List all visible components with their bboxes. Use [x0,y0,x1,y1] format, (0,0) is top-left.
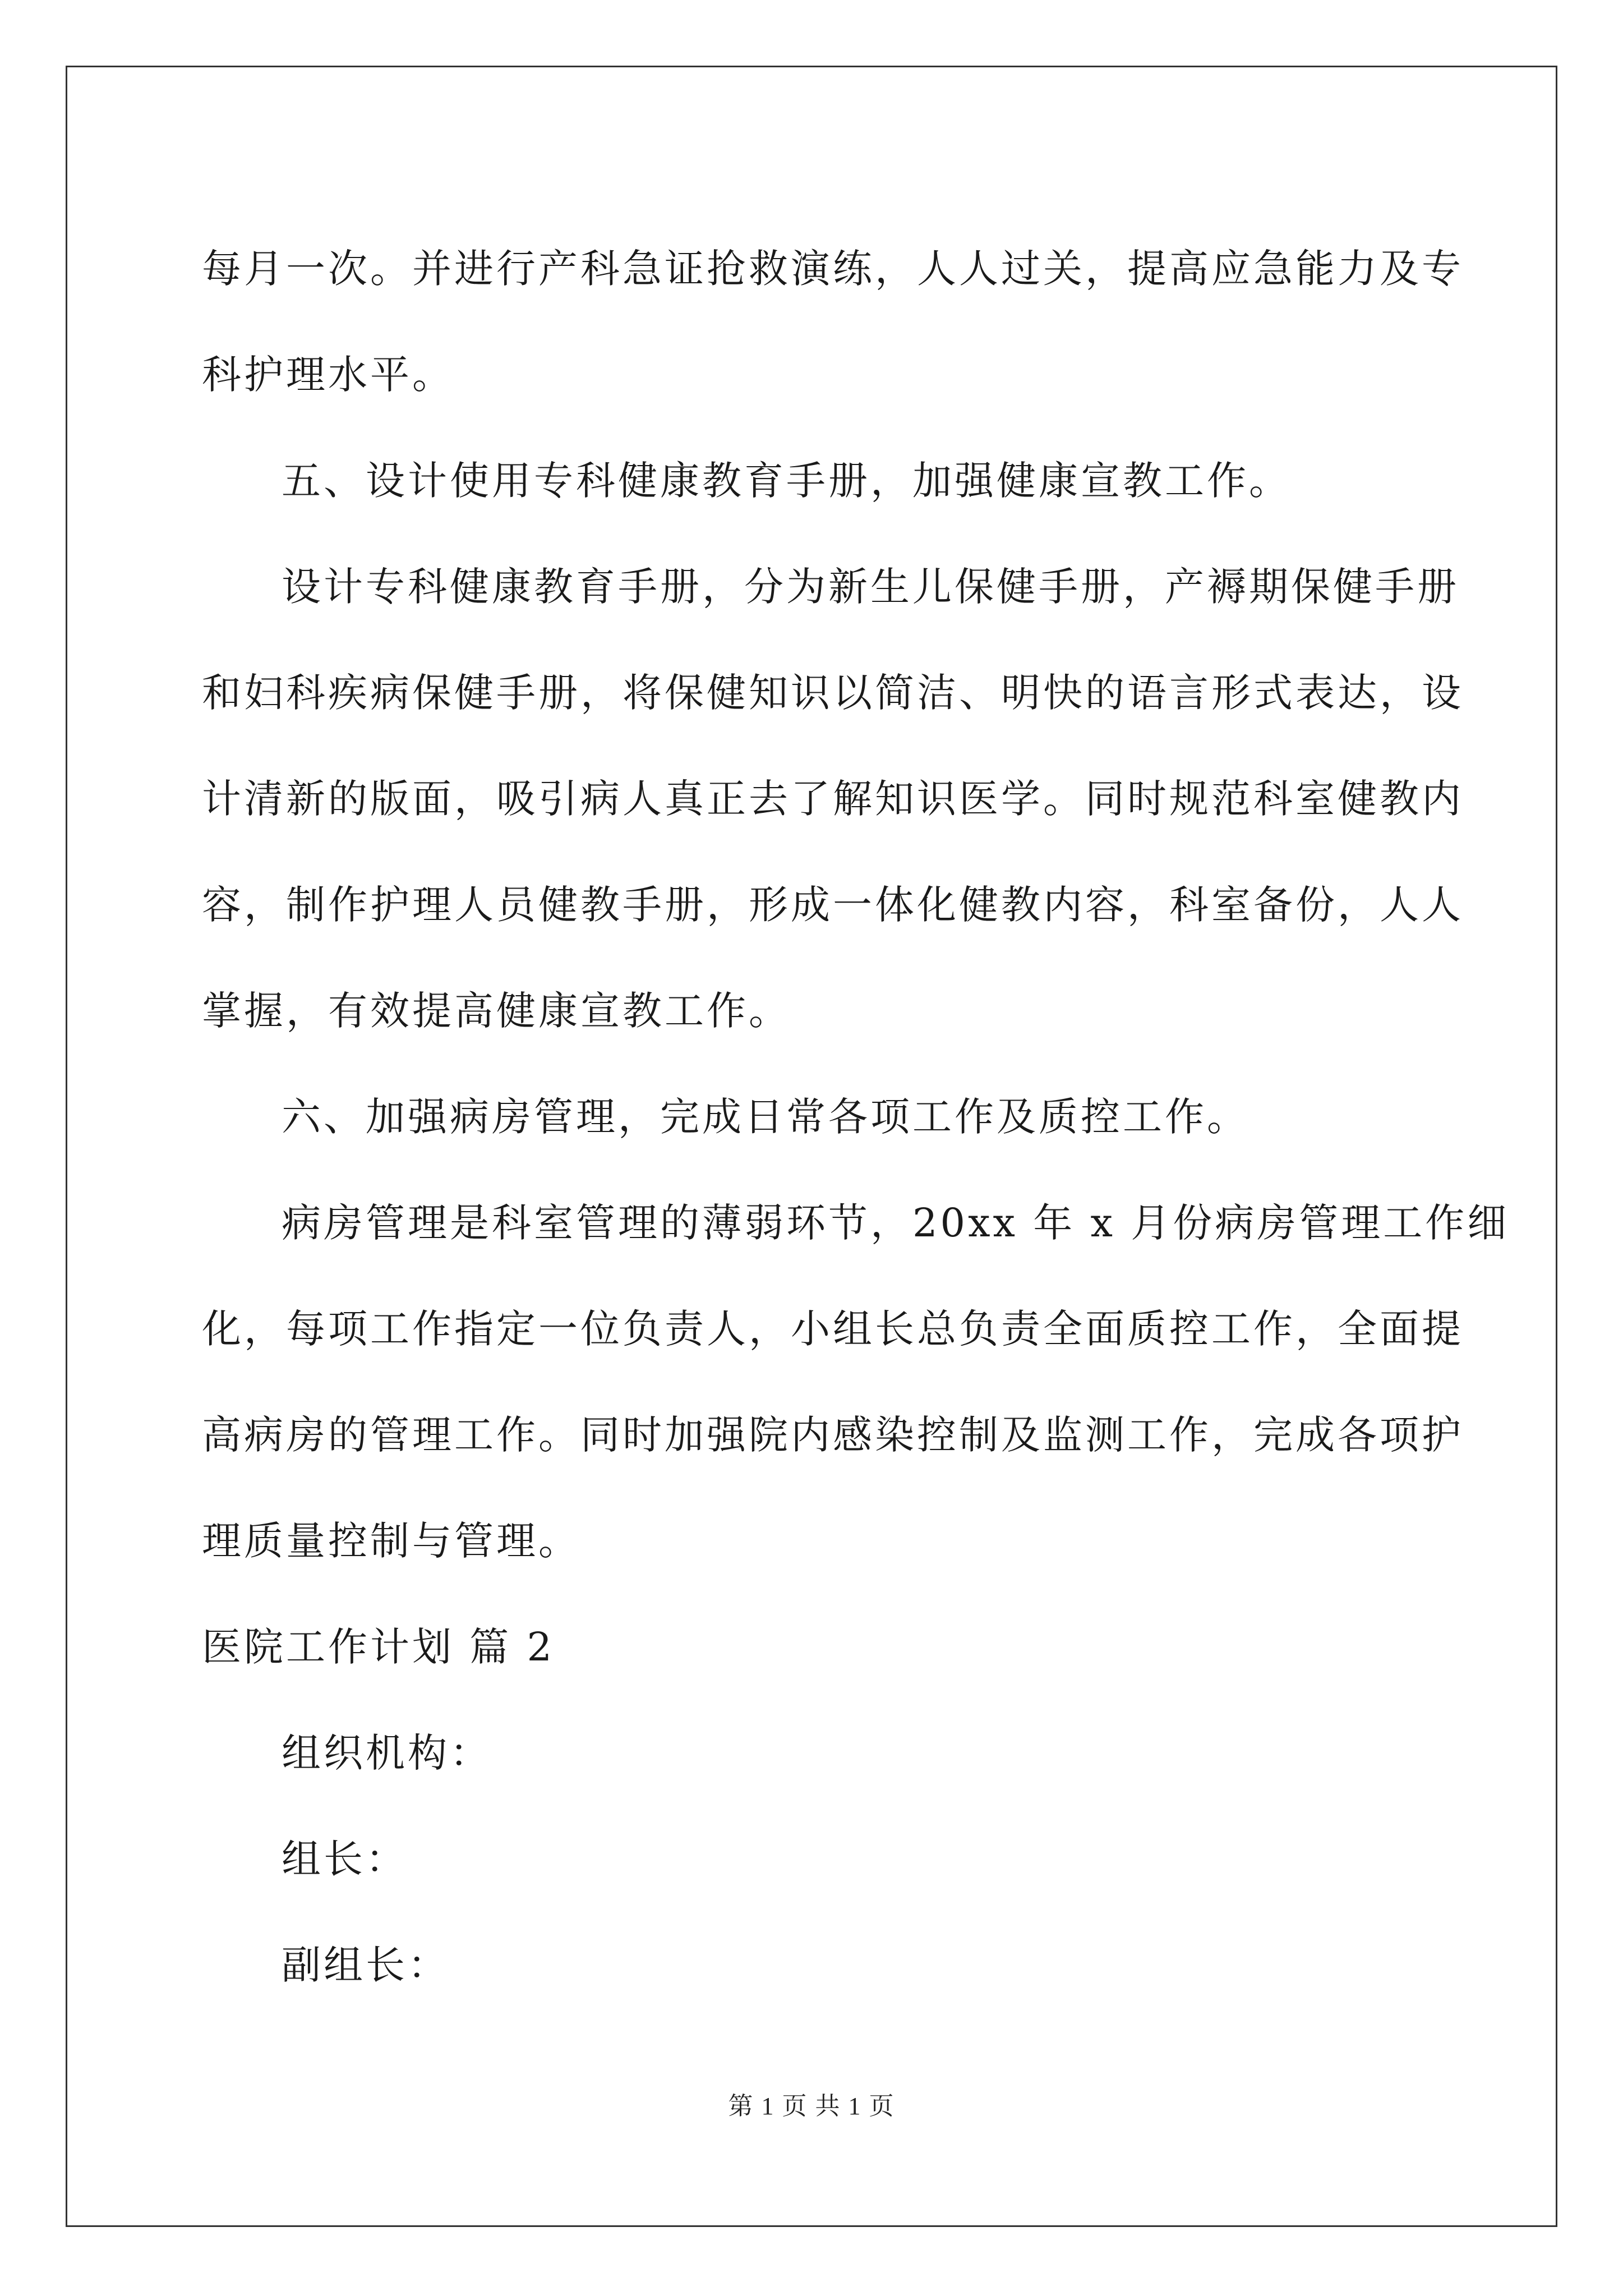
body-line-5: 和妇科疾病保健手册，将保健知识以简洁、明快的语言形式表达，设 [202,670,1464,716]
body-line-1: 每月一次。并进行产科急证抢救演练，人人过关，提高应急能力及专 [202,246,1464,292]
body-line-7: 容，制作护理人员健教手册，形成一体化健教内容，科室备份，人人 [202,882,1464,928]
section-heading-6: 六、加强病房管理，完成日常各项工作及质控工作。 [282,1094,1249,1140]
body-line-13: 理质量控制与管理。 [202,1518,580,1564]
body-line-11: 化，每项工作指定一位负责人，小组长总负责全面质控工作，全面提 [202,1306,1464,1352]
org-structure-label: 组织机构： [282,1730,492,1776]
leader-label: 组长： [282,1836,408,1882]
deputy-leader-label: 副组长： [282,1942,450,1988]
body-line-2: 科护理水平。 [202,352,454,398]
document-body [202,216,1510,2018]
section-heading-5: 五、设计使用专科健康教育手册，加强健康宣教工作。 [282,458,1291,504]
page-footer: 第 1 页 共 1 页 [728,2092,895,2120]
article-title: 医院工作计划 篇 2 [202,1624,555,1670]
body-line-4: 设计专科健康教育手册，分为新生儿保健手册，产褥期保健手册 [282,564,1459,610]
body-line-10: 病房管理是科室管理的薄弱环节，20xx 年 x 月份病房管理工作细 [282,1200,1510,1246]
body-line-6: 计清新的版面，吸引病人真正去了解知识医学。同时规范科室健教内 [202,776,1464,822]
body-line-8: 掌握，有效提高健康宣教工作。 [202,988,791,1034]
body-line-12: 高病房的管理工作。同时加强院内感染控制及监测工作，完成各项护 [202,1412,1464,1458]
